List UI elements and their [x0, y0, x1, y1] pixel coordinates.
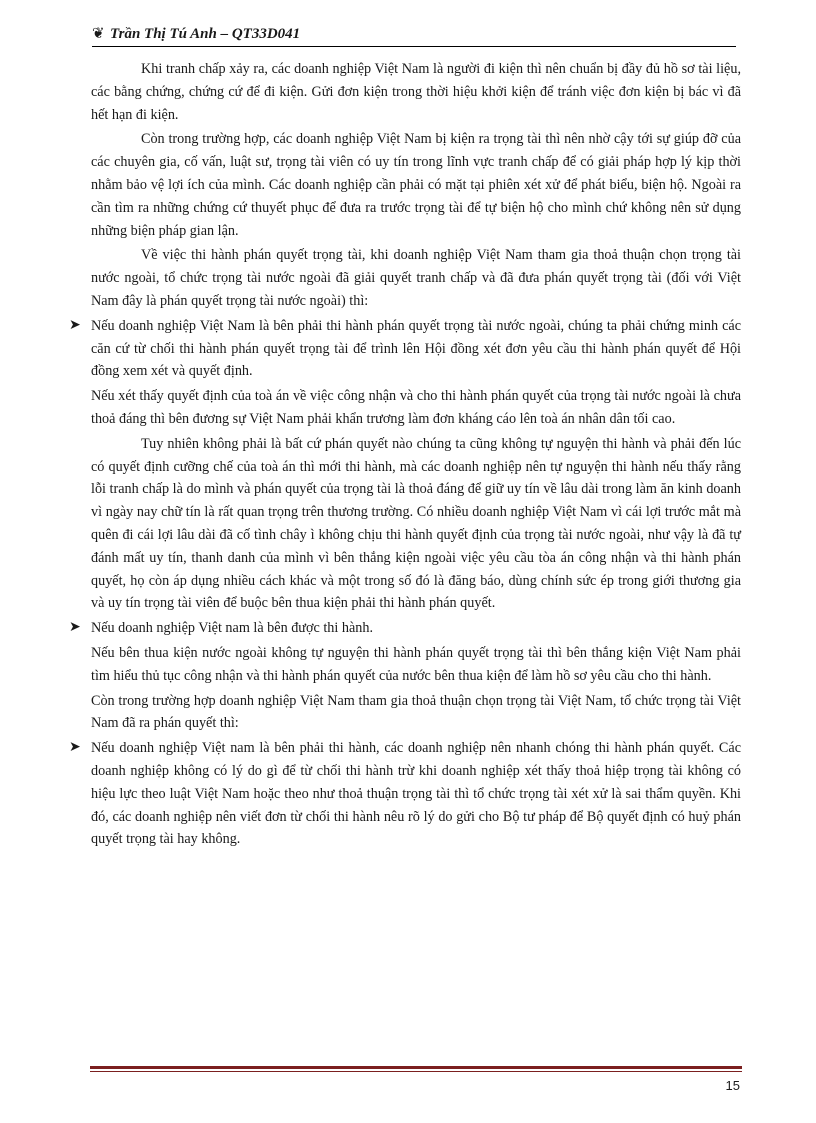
bullet-text: Nếu doanh nghiệp Việt Nam là bên phải thi hành phán quyết trọng tài nước ngoài, chúng ta phải chứng minh các căn cứ từ chối thi hành phán quyết trọng tài để trình lên Hội đồng xét đơn yêu cầu thi hành phán quyết để Hội đồng xem xét và quyết định. [91, 317, 741, 380]
footer-divider-thin [90, 1071, 742, 1072]
arrow-bullet-icon: ➤ [69, 740, 81, 756]
paragraph: Nếu bên thua kiện nước ngoài không tự nguyện thi hành phán quyết trọng tài thì bên thắng kiện Việt Nam phải tìm hiểu thủ tục công nhận và thi hành phán quyết của nước bên thua kiện để làm hồ sơ yêu cầu cho thi hành. [91, 644, 741, 684]
paragraph: Nếu xét thấy quyết định của toà án về việc công nhận và cho thi hành phán quyết của trọng tài nước ngoài là chưa thoả đáng thì bên đương sự Việt Nam phải khẩn trương làm đơn kháng cáo lên toà án nhân dân tối cao. [91, 388, 741, 427]
arrow-bullet-icon: ➤ [69, 317, 81, 333]
bullet-text: Nếu doanh nghiệp Việt nam là bên được thi hành. [91, 620, 373, 637]
footer-divider-thick [90, 1066, 742, 1069]
document-body [69, 58, 741, 853]
bullet-paragraph [69, 315, 741, 383]
page-number: 15 [725, 1078, 740, 1093]
paragraph: Còn trong trường hợp doanh nghiệp Việt Nam tham gia thoả thuận chọn trọng tài Việt Nam, tổ chức trọng tài Việt Nam đã ra phán quyết thì: [91, 692, 741, 732]
leaf-ornament-icon: ❦ [92, 26, 105, 42]
paragraph: Tuy nhiên không phải là bất cứ phán quyết nào chúng ta cũng không tự nguyện thi hành và phải đến lúc có quyết định cưỡng chế của toà án thì mới thi hành, mà các doanh nghiệp nên tự nguyện thi hành nếu thấy rằng lỗi tranh chấp là do mình và phán quyết của trọng tài là thoả đáng để giữ uy tín về lâu dài trong làm ăn kinh doanh vì ngày nay chữ tín là rất quan trọng trên thương trường. Có nhiều doanh nghiệp Việt Nam vì cái lợi trước mắt mà quên đi cái lợi lâu dài đã cố tình chây ì không chịu thi hành quyết định của trọng tài nước ngoài, như vậy là đã tự đánh mất uy tín, thanh danh của mình vì bên thắng kiện ngoài việc yêu cầu tòa án công nhận và thi hành phán quyết, họ còn áp dụng nhiều cách khác và một trong số đó là đăng báo, dùng chính sức ép trong giới thương gia và uy tín trọng tài viên để buộc bên thua kiện phải thi hành phán quyết. [91, 435, 741, 612]
header-author: Trần Thị Tú Anh – QT33D041 [110, 26, 301, 42]
bullet-paragraph [69, 737, 741, 851]
paragraph: Về việc thi hành phán quyết trọng tài, khi doanh nghiệp Việt Nam tham gia thoả thuận chọn trọng tài nước ngoài, tổ chức trọng tài nước ngoài đã giải quyết tranh chấp và đã đưa phán quyết trọng tài (đối với Việt Nam đây là phán quyết trọng tài nước ngoài) thì: [91, 247, 741, 309]
bullet-paragraph [69, 617, 741, 640]
paragraph: Còn trong trường hợp, các doanh nghiệp Việt Nam bị kiện ra trọng tài thì nên nhờ cậy tới sự giúp đỡ của các chuyên gia, cố vấn, luật sư, trọng tài viên có uy tín trong lĩnh vực tranh chấp để có giải pháp hợp lý kịp thời nhằm bảo vệ lợi ích của mình. Các doanh nghiệp cần phải có mặt tại phiên xét xử để phát biểu, biện hộ. Ngoài ra cần tìm ra những chứng cứ thuyết phục để đưa ra trước trọng tài để tự biện hộ cho mình chứ không nên sử dụng những biện pháp gian lận. [91, 131, 741, 239]
page-header [92, 24, 736, 47]
bullet-text: Nếu doanh nghiệp Việt nam là bên phải thi hành, các doanh nghiệp nên nhanh chóng thi hành phán quyết. Các doanh nghiệp không có lý do gì để từ chối thi hành trừ khi doanh nghiệp xét thấy thoả hiệp trọng tài không có hiệu lực theo luật Việt Nam hoặc theo như thoả thuận trọng tài thì tổ chức trọng tài xét xử là sai thẩm quyền. Khi đó, các doanh nghiệp nên viết đơn từ chối thi hành nêu rõ lý do gửi cho Bộ tư pháp để Bộ quyết định có huỷ phán quyết trọng tài hay không. [91, 740, 741, 848]
paragraph: Khi tranh chấp xảy ra, các doanh nghiệp Việt Nam là người đi kiện thì nên chuẩn bị đầy đủ hồ sơ tài liệu, các bằng chứng, chứng cứ để đi kiện. Gửi đơn kiện trong thời hiệu khởi kiện để tránh việc đơn kiện bị bác vì đã hết hạn đi kiện. [91, 61, 741, 123]
arrow-bullet-icon: ➤ [69, 620, 81, 636]
